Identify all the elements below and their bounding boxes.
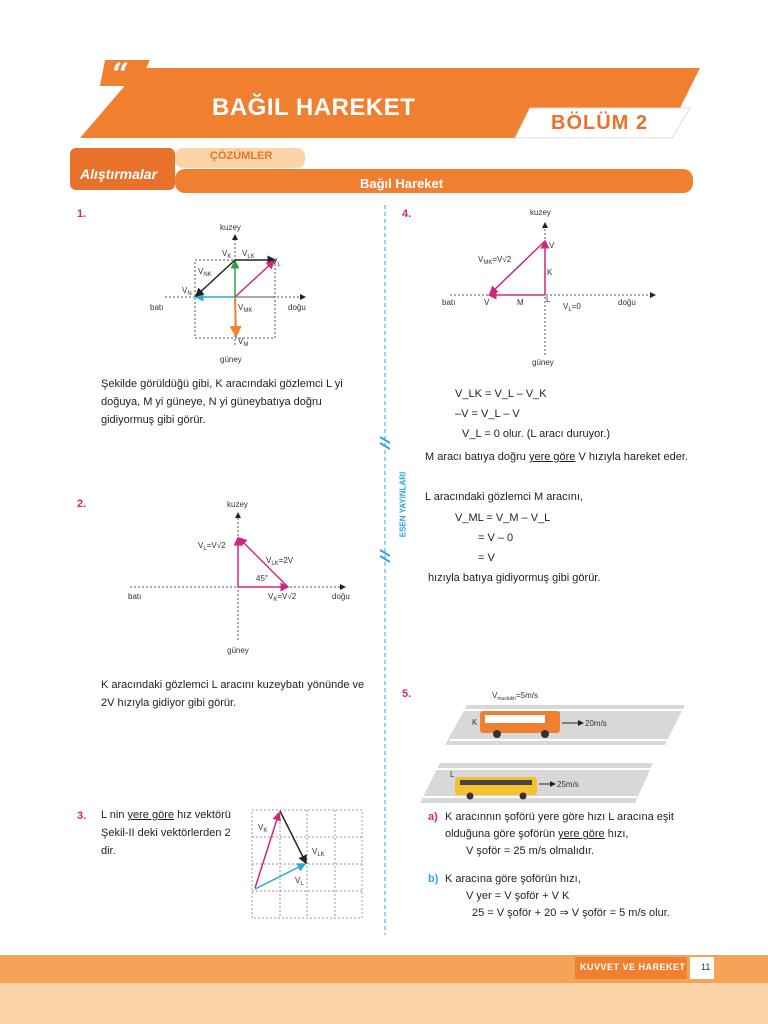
- solutions-label: ÇÖZÜMLER: [210, 150, 273, 162]
- q5-a-text2: olduğuna göre şoförün yere göre hızı,: [445, 828, 629, 840]
- q2-east: doğu: [332, 592, 350, 601]
- q3-figure: [250, 808, 365, 920]
- q4-vl: $V_L=0$: [563, 302, 581, 313]
- q4-eq3: V_L = 0 olur. (L aracı duruyor.): [462, 428, 611, 440]
- q5-b-text: K aracına göre şoförün hızı,: [445, 873, 581, 885]
- q2-vlk: $V_{LK}=2V$: [266, 556, 294, 567]
- q5-k: K: [472, 718, 478, 727]
- q1-vl: $V_L$: [272, 257, 281, 268]
- q1-south: güney: [220, 355, 242, 364]
- q1-vm: $V_M$: [238, 337, 249, 348]
- publisher-label: ESEN YAYINLARI: [398, 471, 408, 538]
- q1-text: Şekilde görüldüğü gibi, K aracındaki gözlemci L yi doğuya, M yi güneye, N yi güneybatıya doğru gidiyormuş gibi görür.: [101, 378, 343, 426]
- section-label: BÖLÜM 2: [551, 112, 648, 134]
- q1-north: kuzey: [220, 223, 241, 232]
- q3-vl: $V_L$: [295, 876, 304, 887]
- q5-b-eq1: V yer = V şoför + V K: [466, 890, 570, 902]
- q4-east: doğu: [618, 298, 636, 307]
- q2-figure: [120, 495, 360, 660]
- footer-book-title: KUVVET VE HAREKET: [580, 962, 686, 972]
- q4-vmk: $V_{MK}=V√2$: [478, 255, 512, 266]
- q5-number: 5.: [402, 688, 412, 700]
- q5-v25: 25m/s: [557, 780, 579, 789]
- q4-v-top: V: [549, 241, 555, 250]
- q3-vk: $V_K$: [258, 823, 268, 834]
- q1-vmk: $V_{MK}$: [238, 303, 253, 314]
- q1-east: doğu: [288, 303, 306, 312]
- q3-vlk: $V_{LK}$: [312, 847, 325, 858]
- exercises-label: Alıştırmalar: [80, 166, 158, 182]
- bus-l-icon: [455, 777, 537, 795]
- q4-eq2: –V = V_L – V: [455, 408, 520, 420]
- q5-a-label: a): [428, 811, 438, 823]
- q4-south: güney: [532, 358, 554, 367]
- q4-v-left: V: [484, 298, 490, 307]
- q4-eq5: = V – 0: [478, 532, 514, 544]
- q5-figure: [415, 685, 690, 807]
- q4-eq1: V_LK = V_L – V_K: [455, 388, 547, 400]
- q4-k: K: [547, 268, 553, 277]
- q2-number: 2.: [77, 498, 87, 510]
- q4-eq6: = V: [478, 552, 495, 564]
- q1-vn: $V_N$: [182, 286, 192, 297]
- chapter-title: BAĞIL HAREKET: [212, 94, 416, 121]
- q2-angle: 45°: [256, 574, 269, 583]
- q1-vk: $V_K$: [222, 249, 232, 260]
- q5-vmusluk: $V_{muslukh}=5m/s$: [492, 691, 538, 702]
- q1-west: batı: [150, 303, 164, 312]
- q4-p3: hızıyla batıya gidiyormuş gibi görür.: [428, 572, 601, 584]
- q4-figure: [440, 205, 670, 370]
- q5-v20: 20m/s: [585, 719, 607, 728]
- q2-vl: $V_L=V√2$: [198, 541, 226, 552]
- page-number: 11: [701, 962, 711, 972]
- q4-number: 4.: [402, 208, 412, 220]
- q2-north: kuzey: [227, 500, 248, 509]
- q2-west: batı: [128, 592, 142, 601]
- q4-m: M: [517, 298, 524, 307]
- q4-west: batı: [442, 298, 456, 307]
- q1-figure: [150, 220, 320, 370]
- column-divider: [380, 205, 390, 935]
- q5-a-eq: V şoför = 25 m/s olmalıdır.: [466, 845, 595, 857]
- q4-l: L: [546, 295, 551, 304]
- q2-vk: $V_K=V√2$: [268, 592, 297, 603]
- q2-text: K aracındaki gözlemci L aracını kuzeybatı yönünde ve 2V hızıyla gidiyor gibi görür.: [101, 679, 365, 709]
- q4-p2: L aracındaki gözlemci M aracını,: [425, 491, 583, 503]
- q1-vlk: $V_{LK}$: [242, 249, 255, 260]
- q5-l: L: [450, 770, 455, 779]
- q4-eq4: V_ML = V_M – V_L: [455, 512, 551, 524]
- q5-a-text1: K aracınnın şoförü yere göre hızı L aracına eşit: [445, 811, 674, 823]
- q3-text: L nin yere göre hız vektörü Şekil-II deki vektörlerden 2 dir.: [101, 809, 231, 857]
- q4-p1: M aracı batıya doğru yere göre V hızıyla hareket eder.: [425, 451, 688, 463]
- q5-b-label: b): [428, 873, 439, 885]
- q5-b-eq2: 25 = V şoför + 20 ⇒ V şoför = 5 m/s olur.: [472, 907, 670, 919]
- q3-number: 3.: [77, 810, 87, 822]
- section-subtitle: Bağıl Hareket: [360, 176, 444, 191]
- q1-number: 1.: [77, 208, 87, 220]
- q4-north: kuzey: [530, 208, 551, 217]
- quote-icon: “: [112, 57, 130, 92]
- q1-vnk: $V_{NK}$: [198, 267, 212, 278]
- q2-south: güney: [227, 646, 249, 655]
